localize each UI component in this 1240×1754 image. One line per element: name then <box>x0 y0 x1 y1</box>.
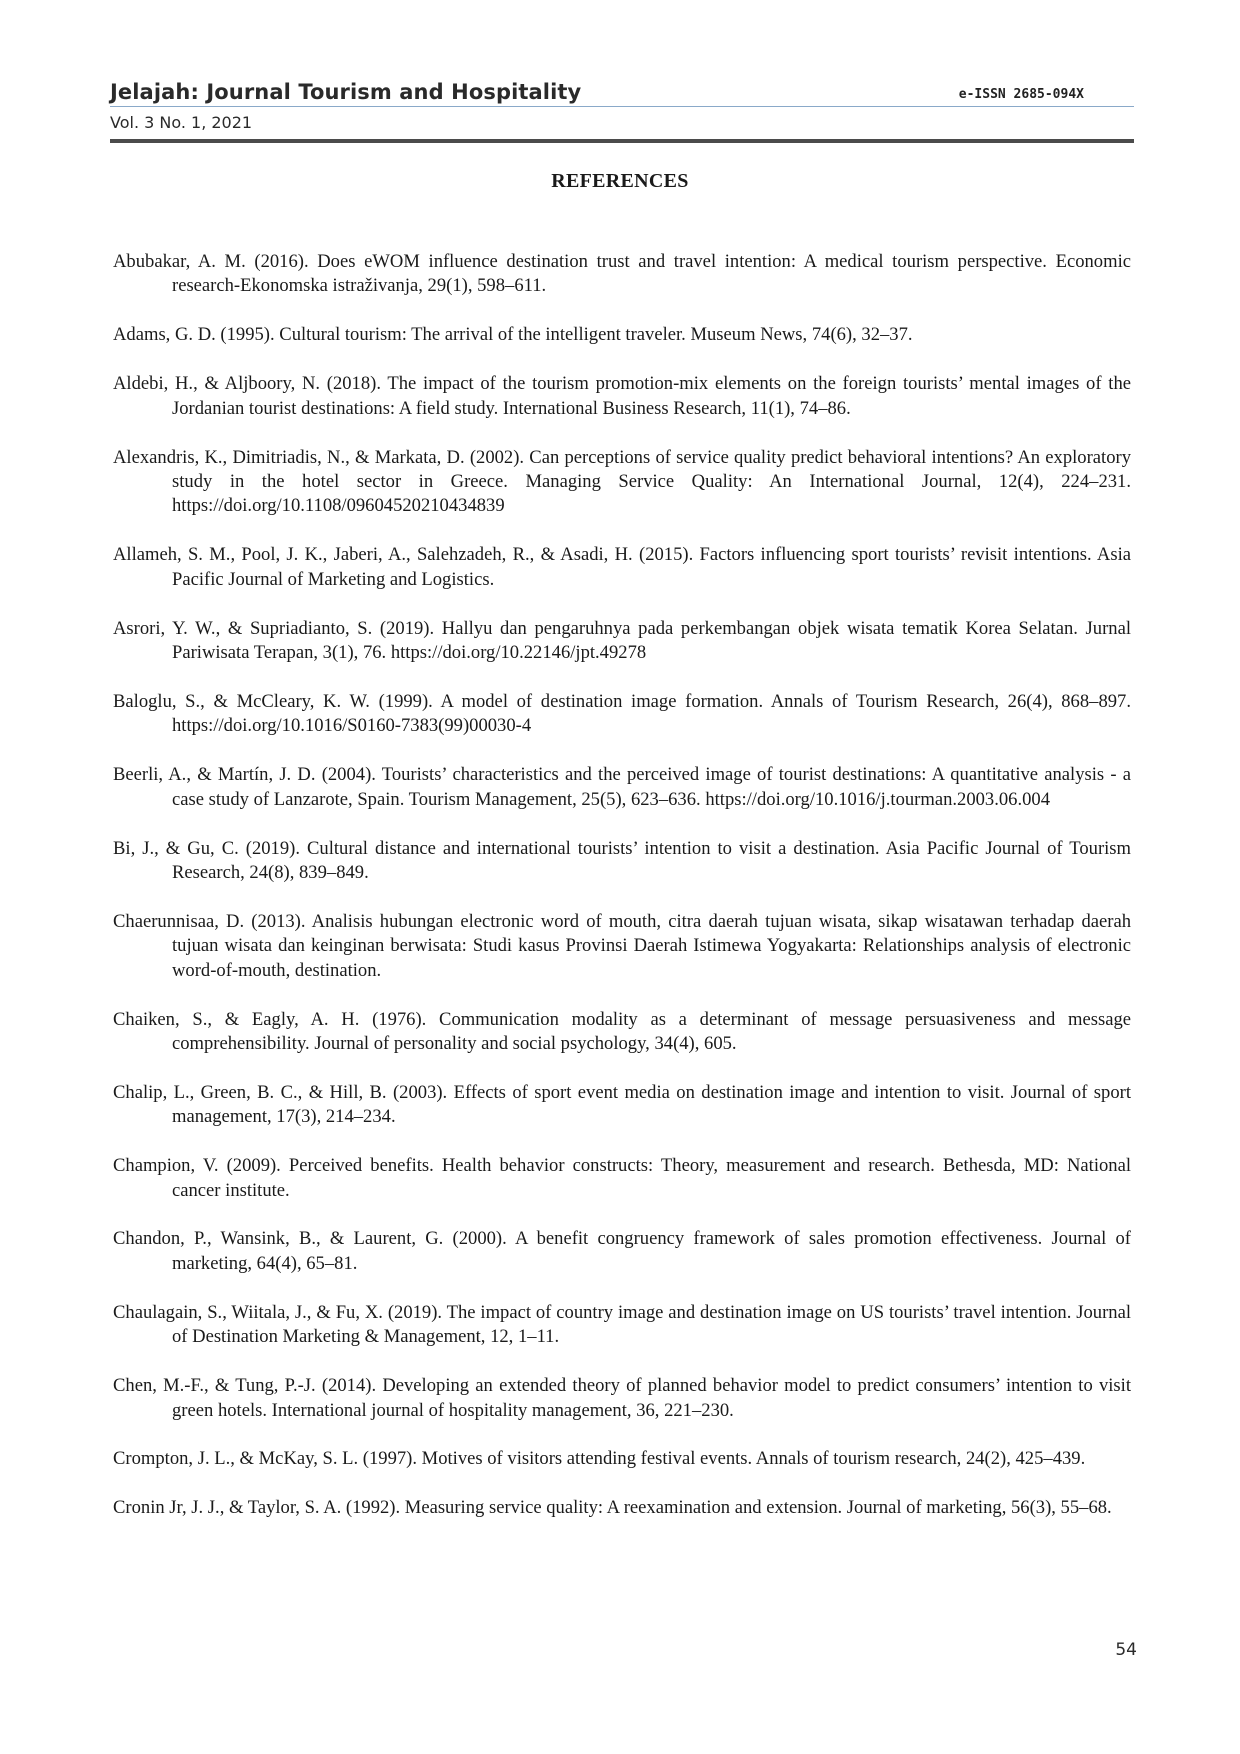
header-top-row <box>110 76 1134 107</box>
journal-title: Jelajah: Journal Tourism and Hospitality <box>110 80 582 104</box>
reference-item: Allameh, S. M., Pool, J. K., Jaberi, A., Salehzadeh, R., & Asadi, H. (2015). Factors influencing sport tourists’ revisit intentions. Asia Pacific Journal of Marketing and Logistics. <box>113 544 1131 590</box>
reference-item: Asrori, Y. W., & Supriadianto, S. (2019). Hallyu dan pengaruhnya pada perkembangan objek wisata tematik Korea Selatan. Jurnal Pariwisata Terapan, 3(1), 76. https://doi.org/10.22146/jpt.49278 <box>113 617 1131 663</box>
reference-item: Aldebi, H., & Aljboory, N. (2018). The impact of the tourism promotion-mix elements on the foreign tourists’ mental images of the Jordanian tourist destinations: A field study. International Business Research, 11(1), 74–86. <box>113 373 1131 419</box>
reference-item: Baloglu, S., & McCleary, K. W. (1999). A model of destination image formation. Annals of Tourism Research, 26(4), 868–897. https://doi.org/10.1016/S0160-7383(99)00030-4 <box>113 690 1131 737</box>
header-divider <box>110 139 1134 143</box>
reference-list <box>113 250 1131 1545</box>
reference-item: Cronin Jr, J. J., & Taylor, S. A. (1992). Measuring service quality: A reexamination and extension. Journal of marketing, 56(3), 55–68. <box>113 1497 1112 1519</box>
reference-item: Crompton, J. L., & McKay, S. L. (1997). Motives of visitors attending festival events. Annals of tourism research, 24(2), 425–439. <box>113 1448 1086 1470</box>
reference-item: Alexandris, K., Dimitriadis, N., & Markata, D. (2002). Can perceptions of service quality predict behavioral intentions? An exploratory study in the hotel sector in Greece. Managing Service Quality: An International Journal, 12(4), 224–231. https://doi.org/10.1108/09604520210434839 <box>113 446 1131 517</box>
volume-label: Vol. 3 No. 1, 2021 <box>110 113 253 132</box>
section-heading: REFERENCES <box>551 170 689 192</box>
reference-item: Chaerunnisaa, D. (2013). Analisis hubungan electronic word of mouth, citra daerah tujuan wisata, sikap wisatawan terhadap daerah tujuan wisata dan keinginan berwisata: Studi kasus Provinsi Daerah Istimewa Yogyakarta: Relationships analysis of electronic word-of-mouth, destination. <box>113 910 1131 981</box>
reference-item: Beerli, A., & Martín, J. D. (2004). Tourists’ characteristics and the perceived image of tourist destinations: A quantitative analysis - a case study of Lanzarote, Spain. Tourism Management, 25(5), 623–636. https://doi.org/10.1016/j.tourman.2003.06.004 <box>113 764 1131 810</box>
reference-item: Abubakar, A. M. (2016). Does eWOM influence destination trust and travel intention: A medical tourism perspective. Economic research-Ekonomska istraživanja, 29(1), 598–611. <box>113 251 1131 297</box>
issn-label: e-ISSN 2685-094X <box>958 87 1084 102</box>
reference-item: Chaulagain, S., Wiitala, J., & Fu, X. (2019). The impact of country image and destination image on US tourists’ travel intention. Journal of Destination Marketing & Management, 12, 1–11. <box>113 1301 1131 1348</box>
page-number: 54 <box>1115 1640 1137 1660</box>
reference-item: Chalip, L., Green, B. C., & Hill, B. (2003). Effects of sport event media on destination image and intention to visit. Journal of sport management, 17(3), 214–234. <box>113 1081 1131 1128</box>
reference-item: Champion, V. (2009). Perceived benefits. Health behavior constructs: Theory, measurement and research. Bethesda, MD: National cancer institute. <box>113 1155 1131 1201</box>
reference-item: Chen, M.-F., & Tung, P.-J. (2014). Developing an extended theory of planned behavior model to predict consumers’ intention to visit green hotels. International journal of hospitality management, 36, 221–230. <box>113 1375 1131 1421</box>
reference-item: Chandon, P., Wansink, B., & Laurent, G. (2000). A benefit congruency framework of sales promotion effectiveness. Journal of marketing, 64(4), 65–81. <box>113 1228 1131 1274</box>
reference-item: Bi, J., & Gu, C. (2019). Cultural distance and international tourists’ intention to visit a destination. Asia Pacific Journal of Tourism Research, 24(8), 839–849. <box>113 837 1131 883</box>
reference-item: Chaiken, S., & Eagly, A. H. (1976). Communication modality as a determinant of message persuasiveness and message comprehensibility. Journal of personality and social psychology, 34(4), 605. <box>113 1008 1131 1054</box>
page-header <box>110 76 1134 143</box>
reference-item: Adams, G. D. (1995). Cultural tourism: The arrival of the intelligent traveler. Museum News, 74(6), 32–37. <box>113 324 913 346</box>
